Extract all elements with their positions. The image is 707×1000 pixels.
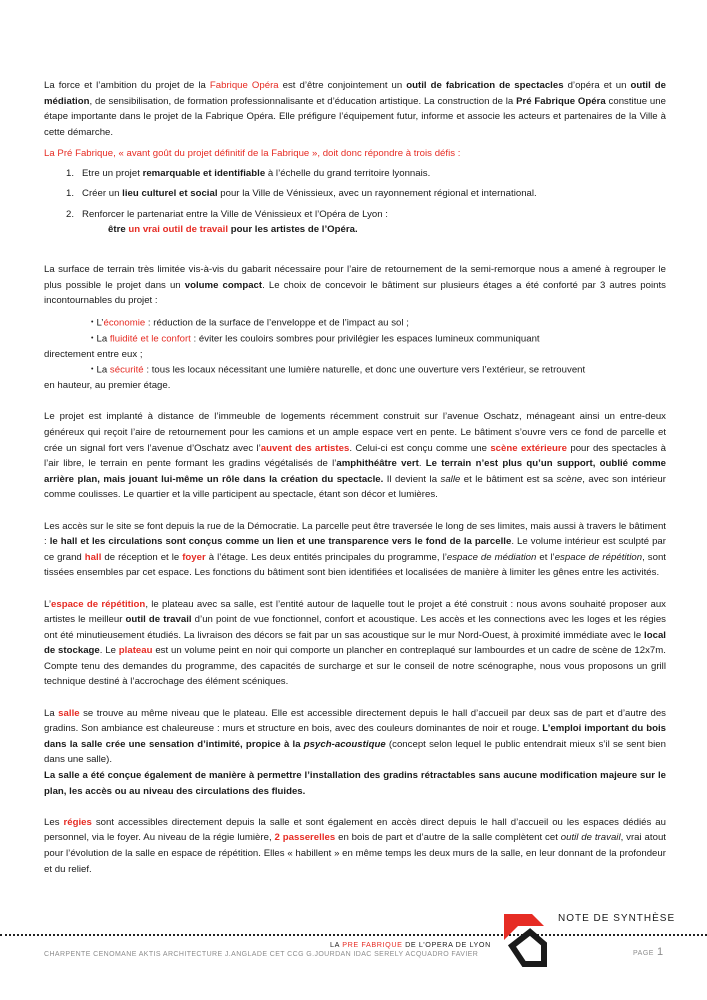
text: L’: [96, 317, 104, 329]
list-item: [44, 166, 666, 181]
text: à l’étage. Les deux entités principales du programme, l’: [205, 551, 447, 563]
text: Le projet est implanté à distance de l’immeuble de logements récemment construit sur l’avenue Oschatz, ménageant ainsi un entre-deux généreux qui reçoit l’aire de retournement pour les camions et un ample espace vert en pente. Le bâtiment s’ouvre vers ce fond de parcelle et crée un signal fort vers l’avenue d’Oschatz avec l’: [44, 411, 666, 454]
emphasis: L’emploi important du bois dans la salle crée une sensation d’intimité, propice à la: [44, 723, 667, 750]
list-number: 1.: [66, 167, 75, 179]
text: L’: [44, 598, 51, 610]
text: pour la Ville de Vénissieux, avec un rayonnement régional et international.: [217, 188, 537, 200]
bullet-icon: •: [91, 366, 94, 374]
text: , de sensibilisation, de formation professionnalisante et d’éducation artistique. La construction de la: [89, 95, 517, 107]
text: La: [96, 364, 110, 376]
emphasis: Pré Fabrique Opéra: [516, 95, 606, 107]
emphasis: local de stockage: [44, 629, 666, 657]
text: : réduction de la surface de l’enveloppe et de l’impact au sol ;: [145, 317, 409, 329]
text: et l’: [536, 551, 555, 563]
text: . Le choix de concevoir le bâtiment sur plusieurs étages a été conforté par 3 autres points incontournables du projet :: [44, 279, 666, 307]
text: , avec son intérieur comme coulisses. Le quartier et la ville participent au spectacle, étant son décor et lumières.: [44, 473, 666, 501]
page-label: PAGE: [633, 950, 654, 957]
document-subtitle: [330, 940, 491, 949]
highlight: scène extérieure: [490, 442, 568, 454]
emphasis: lieu culturel et social: [122, 188, 218, 200]
emphasis: outil de fabrication de spectacles: [406, 80, 564, 91]
text: : éviter les couloirs sombres pour privilégier les espaces lumineux communiquant: [190, 333, 540, 345]
italic-term: psych-acoustique: [303, 738, 386, 750]
list-number: 2.: [66, 208, 75, 220]
emphasis: volume compact: [184, 279, 263, 291]
highlight: 2 passerelles: [274, 832, 336, 844]
defis-intro: La Pré Fabrique, « avant goût du projet définitif de la Fabrique », doit donc répondre à trois défis :: [44, 148, 461, 160]
text: pour des spectacles à l’air libre, le terrain en pente formant les gradins végétalisés de l’: [44, 442, 667, 470]
emphasis: outil de travail: [125, 614, 192, 626]
footer-divider: [0, 934, 707, 936]
highlight: espace de répétition: [50, 598, 146, 610]
paragraph-intro: [44, 78, 666, 140]
text: DE L’OPERA DE LYON: [402, 940, 491, 949]
italic-term: espace de médiation: [446, 551, 537, 563]
defis-list: [44, 166, 666, 222]
text: Renforcer le partenariat entre la Ville de Vénissieux et l’Opéra de Lyon :: [82, 208, 388, 220]
logo-icon: [498, 910, 550, 968]
text: constitue une étape importante dans le projet de la Fabrique Opéra. Elle préfigure l’équipement futur, informe et associe les acteurs et partenaires de la Ville à cette démarche.: [44, 95, 666, 138]
list-item: [44, 315, 666, 331]
defi-sub-line: [44, 222, 666, 238]
highlight: économie: [103, 317, 146, 329]
text: La surface de terrain très limitée vis-à-vis du gabarit nécessaire pour l’aire de retournement de la semi-remorque nous a amené à regrouper le plus possible le projet dans un: [44, 264, 666, 291]
paragraph-acces: [44, 519, 666, 581]
highlight: PRE FABRIQUE: [342, 940, 403, 949]
text: est un volume peint en noir qui comporte un plancher en contreplaqué sur lambourdes et un cadre de scène de 12x7m. Compte tenu des demandes du programme, des capacités de surcharge et sur le conseil de notre scénographe, nous vous proposons un grill technique destiné à l’accrochage des élément scéniques.: [44, 645, 666, 688]
highlight-fabrique-opera: Fabrique Opéra: [209, 80, 279, 91]
emphasis: remarquable et identifiable: [142, 167, 266, 179]
text: à l’échelle du grand territoire lyonnais.: [265, 167, 431, 179]
text: d’opéra et un: [563, 80, 631, 91]
text: d’un point de vue fonctionnel, confort et acoustique. Les accès et les connections avec les loges et les régies ont été minutieusement étudiés. La livraison des décors se fait par un sas acoustique sur le mur Nord-Ouest, à proximité immédiate avec le: [44, 614, 666, 641]
paragraph-implantation: [44, 409, 666, 503]
page-number: 1: [657, 946, 664, 958]
emphasis: amphithéâtre vert: [336, 458, 419, 470]
text: LA: [330, 940, 343, 949]
text: en bois de part et d’autre de la salle complètent cet: [335, 832, 561, 844]
italic-term: espace de répétition: [554, 551, 643, 563]
text: Créer un: [82, 188, 123, 200]
credits-line: CHARPENTE CENOMANE AKTIS ARCHITECTURE J.ANGLADE CET CCG G.JOURDAN IDAC SERELY ACQUADRO FAVIER: [44, 951, 479, 958]
highlight: hall: [84, 551, 102, 563]
list-item: [44, 331, 666, 347]
text: La: [96, 333, 110, 345]
list-item: [44, 362, 666, 378]
list-item-continuation: en hauteur, au premier étage.: [44, 380, 171, 392]
bullet-icon: •: [91, 318, 94, 326]
text: être: [108, 224, 129, 236]
list-item: [44, 186, 666, 201]
paragraph-repetition: [44, 597, 666, 691]
text: . Le volume intérieur est sculpté par ce grand: [44, 536, 667, 563]
text: La force et l’ambition du projet de la: [44, 80, 210, 91]
list-item: [44, 207, 666, 222]
text: Les: [44, 816, 64, 828]
bullet-icon: •: [91, 334, 94, 342]
text: Les accès sur le site se font depuis la rue de la Démocratie. La parcelle peut être traversée le long de ses limites, mais aussi à travers le bâtiment :: [44, 520, 666, 548]
highlight: sécurité: [109, 364, 144, 376]
paragraph-volume: [44, 262, 666, 309]
text: pour les artistes de l’Opéra.: [228, 224, 358, 236]
paragraph-salle-gradins: La salle a été conçue également de manière à permettre l’installation des gradins rétractables sans aucune modification majeure sur le plan, les accès ou au niveau des circulations des fluides.: [44, 770, 666, 797]
highlight: plateau: [118, 645, 153, 657]
paragraph-regies: [44, 815, 666, 877]
text: La: [44, 707, 59, 719]
document-title: NOTE DE SYNTHÈSE: [558, 913, 676, 924]
points-list: [44, 315, 666, 394]
emphasis: Le terrain n’est plus qu’un support, oublié comme arrière plan, mais jouant lui-même un rôle dans la création du spectacle.: [44, 458, 667, 485]
highlight: régies: [63, 816, 92, 828]
italic-term: outil de travail: [560, 832, 621, 844]
highlight: fluidité et le confort: [109, 333, 191, 345]
highlight: foyer: [182, 551, 206, 563]
text: se trouve au même niveau que le plateau. Elle est accessible directement depuis le hall d’accueil par deux sas de part et d’autre des gradins. Son ambiance est chaleureuse : murs et structure en bois, avec des couleurs dominantes de noir et rouge.: [44, 707, 666, 735]
text: Etre un projet: [82, 167, 143, 179]
text: .: [418, 458, 426, 470]
text: et le bâtiment est sa: [460, 473, 557, 485]
highlight: auvent des artistes: [260, 442, 350, 454]
highlight: un vrai outil de travail: [128, 224, 229, 236]
text: : tous les locaux nécessitant une lumière naturelle, et donc une ouverture vers l’extérieur, se retrouvent: [143, 364, 586, 376]
highlight: salle: [58, 707, 80, 719]
paragraph-salle: [44, 706, 666, 768]
list-item-continuation: directement entre eux ;: [44, 348, 143, 360]
text: est d’être conjointement un: [278, 80, 407, 91]
italic-term: salle: [440, 473, 461, 485]
text: . Celui-ci est conçu comme une: [349, 442, 491, 454]
list-number: 1.: [66, 188, 75, 200]
text: , le plateau avec sa salle, est l’entité autour de laquelle tout le projet a été construit : nous avons souhaité proposer aux artistes le meilleur: [44, 598, 667, 626]
text: sont accessibles directement depuis la salle et sont également en accès direct depuis le hall d’accueil ou les espaces dédiés au personnel, via le foyer. Au niveau de la régie lumière,: [44, 816, 666, 844]
text: de réception et le: [101, 551, 183, 563]
italic-term: scène: [556, 473, 583, 485]
emphasis: outil de médiation: [44, 80, 667, 107]
emphasis: le hall et les circulations sont conçus comme un lien et une transparence vers le fond de la parcelle: [49, 536, 512, 548]
document-body: [44, 78, 666, 877]
text: . Le: [99, 645, 119, 657]
text: Il devient la: [383, 473, 441, 485]
text: , sont tissées ensembles par cet espace. Les fonctions du bâtiment sont bien identifiées et localisées de manière à limiter les gênes entre les activités.: [44, 551, 666, 579]
text: , vrai atout pour l’évolution de la salle en espace de répétition. Elles « habillent » en même temps les deux murs de la salle, en leur donnant de la profondeur et du relief.: [44, 832, 666, 875]
text: (concept selon lequel le public entendrait mieux s’il se sent bien dans une salle).: [44, 738, 666, 766]
